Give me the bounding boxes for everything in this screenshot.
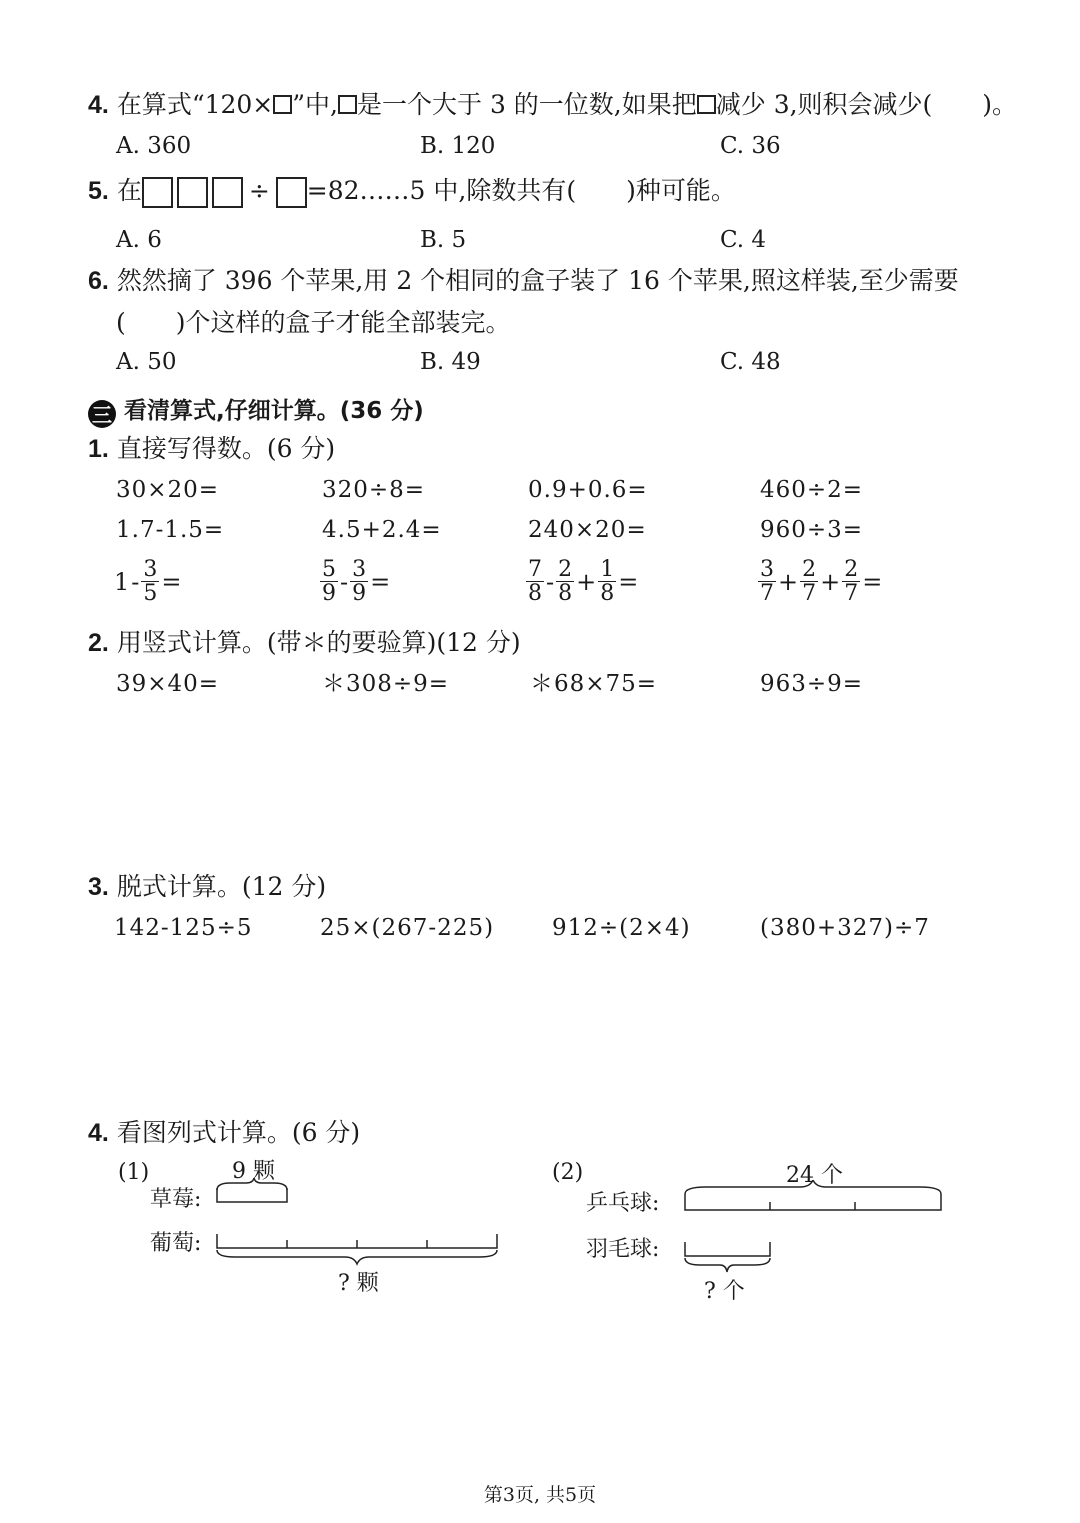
diagram-2-bars — [676, 1180, 952, 1280]
numerator: 1 — [600, 557, 615, 582]
expression: (380+327)÷7 — [760, 915, 930, 941]
part-number: 2. — [88, 629, 109, 657]
fraction-expression-2 — [320, 558, 392, 605]
option-a: A. 360 — [116, 133, 192, 159]
part-title: 直接写得数。(6 分) — [116, 434, 336, 463]
expression: 240×20= — [528, 517, 647, 543]
equals: = — [862, 567, 883, 596]
blank-box — [338, 95, 357, 114]
pingpong-top-brace — [685, 1180, 941, 1194]
blank-box — [276, 177, 307, 208]
numerator: 3 — [352, 557, 367, 582]
equals: = — [618, 567, 639, 596]
fraction — [141, 558, 159, 605]
expression: ＊68×75= — [530, 671, 658, 697]
pingpong-bar — [685, 1194, 941, 1210]
strawberry-label: 草莓: — [150, 1187, 202, 1212]
option-c: C. 48 — [720, 349, 781, 375]
badminton-quantity-label: ? 个 — [704, 1279, 745, 1304]
diagram-1-bars — [210, 1178, 510, 1270]
blank-box — [177, 177, 208, 208]
operator: + — [778, 567, 799, 596]
numerator: 7 — [528, 557, 542, 582]
blank-box — [212, 177, 243, 208]
operator: - — [131, 567, 140, 596]
diagram-2-tag: (2) — [552, 1160, 584, 1185]
denominator: 8 — [558, 581, 573, 606]
part-3-title — [88, 872, 326, 902]
section-heading — [88, 392, 424, 428]
option-a: A. 6 — [116, 227, 162, 253]
numerator: 3 — [760, 557, 774, 582]
option-b: B. 5 — [420, 227, 467, 253]
fraction — [800, 558, 818, 605]
expression: ＊308÷9= — [322, 671, 450, 697]
question-number: 6. — [88, 267, 109, 295]
operator: + — [576, 567, 597, 596]
part-title: 用竖式计算。(带＊的要验算)(12 分) — [116, 628, 521, 657]
question-number: 4. — [88, 91, 109, 119]
grape-bottom-brace — [217, 1250, 497, 1264]
question-text-1: 然然摘了 396 个苹果,用 2 个相同的盒子装了 16 个苹果,照这样装,至少需要 — [116, 266, 959, 295]
question-6 — [88, 266, 959, 296]
strawberry-top-brace — [217, 1178, 287, 1190]
operator: + — [820, 567, 841, 596]
badminton-bottom-brace — [685, 1258, 770, 1272]
denominator: 8 — [528, 581, 542, 606]
question-text-1: 在 — [116, 176, 142, 205]
page-footer: 第3页, 共5页 — [483, 1484, 597, 1506]
option-c: C. 36 — [720, 133, 781, 159]
operator: - — [546, 567, 555, 596]
question-text-4: 减少 3,则积会减少( )。 — [715, 90, 1018, 119]
expression: 912÷(2×4) — [552, 915, 691, 941]
part-2-title — [88, 628, 521, 658]
fraction-expression-4 — [758, 558, 884, 605]
part-title: 脱式计算。(12 分) — [116, 872, 327, 901]
part-title: 看图列式计算。(6 分) — [116, 1118, 361, 1147]
divide-sign: ÷ — [248, 176, 270, 205]
grape-quantity-label: ? 颗 — [338, 1271, 379, 1296]
fraction — [758, 558, 776, 605]
blank-box — [142, 177, 173, 208]
denominator: 7 — [802, 581, 817, 606]
expression: 963÷9= — [760, 671, 864, 697]
expression: 460÷2= — [760, 477, 864, 503]
expression: 320÷8= — [322, 477, 426, 503]
fraction — [526, 558, 544, 605]
option-c: C. 4 — [720, 227, 767, 253]
expression: 39×40= — [116, 671, 220, 697]
denominator: 7 — [844, 581, 859, 606]
question-4 — [88, 90, 1017, 120]
denominator: 8 — [600, 581, 615, 606]
section-number-icon: 三 — [88, 400, 116, 428]
numerator: 3 — [143, 557, 158, 582]
expression: 30×20= — [116, 477, 220, 503]
numerator: 2 — [802, 557, 817, 582]
fraction — [598, 558, 616, 605]
question-text-3: 是一个大于 3 的一位数,如果把 — [357, 90, 697, 119]
expression: 142-125÷5 — [114, 915, 253, 941]
numerator: 5 — [322, 557, 336, 582]
strawberry-bar — [217, 1188, 287, 1202]
part-number: 4. — [88, 1119, 109, 1147]
question-text-1: 在算式“120× — [116, 90, 274, 119]
expression: 960÷3= — [760, 517, 864, 543]
fraction — [842, 558, 860, 605]
badminton-bar — [685, 1242, 770, 1256]
fraction — [556, 558, 574, 605]
expression: 0.9+0.6= — [528, 477, 648, 503]
pingpong-quantity-label: 24 个 — [786, 1163, 843, 1188]
option-b: B. 120 — [420, 133, 496, 159]
option-b: B. 49 — [420, 349, 481, 375]
option-a: A. 50 — [116, 349, 177, 375]
question-text-2: =82……5 中,除数共有( )种可能。 — [306, 176, 736, 205]
blank-box — [697, 95, 716, 114]
numerator: 2 — [844, 557, 859, 582]
equals: = — [161, 567, 182, 596]
part-number: 1. — [88, 435, 109, 463]
diagram-1-tag: (1) — [118, 1160, 150, 1185]
section-title: 看清算式,仔细计算。(36 分) — [124, 398, 424, 424]
question-number: 5. — [88, 177, 109, 205]
fraction-expression-3 — [526, 558, 640, 605]
question-text-2: ( )个这样的盒子才能全部装完。 — [116, 308, 511, 337]
blank-box — [273, 95, 292, 114]
badminton-label: 羽毛球: — [586, 1237, 660, 1262]
strawberry-quantity-label: 9 颗 — [232, 1159, 275, 1184]
part-number: 3. — [88, 873, 109, 901]
whole-number: 1 — [114, 567, 130, 596]
question-text-2: ”中, — [292, 90, 338, 119]
operator: - — [340, 567, 349, 596]
fraction-expression-1 — [114, 558, 184, 605]
part-1-title — [88, 434, 335, 464]
fraction — [350, 558, 368, 605]
equals: = — [370, 567, 391, 596]
denominator: 9 — [352, 581, 367, 606]
expression: 1.7-1.5= — [116, 517, 225, 543]
part-4-title — [88, 1118, 360, 1148]
expression: 25×(267-225) — [320, 915, 495, 941]
question-5 — [88, 176, 736, 208]
fraction — [320, 558, 338, 605]
pingpong-label: 乒乓球: — [586, 1191, 660, 1216]
denominator: 9 — [322, 581, 336, 606]
expression: 4.5+2.4= — [322, 517, 442, 543]
numerator: 2 — [558, 557, 573, 582]
denominator: 5 — [143, 581, 158, 606]
denominator: 7 — [760, 581, 774, 606]
grape-label: 葡萄: — [150, 1231, 202, 1256]
